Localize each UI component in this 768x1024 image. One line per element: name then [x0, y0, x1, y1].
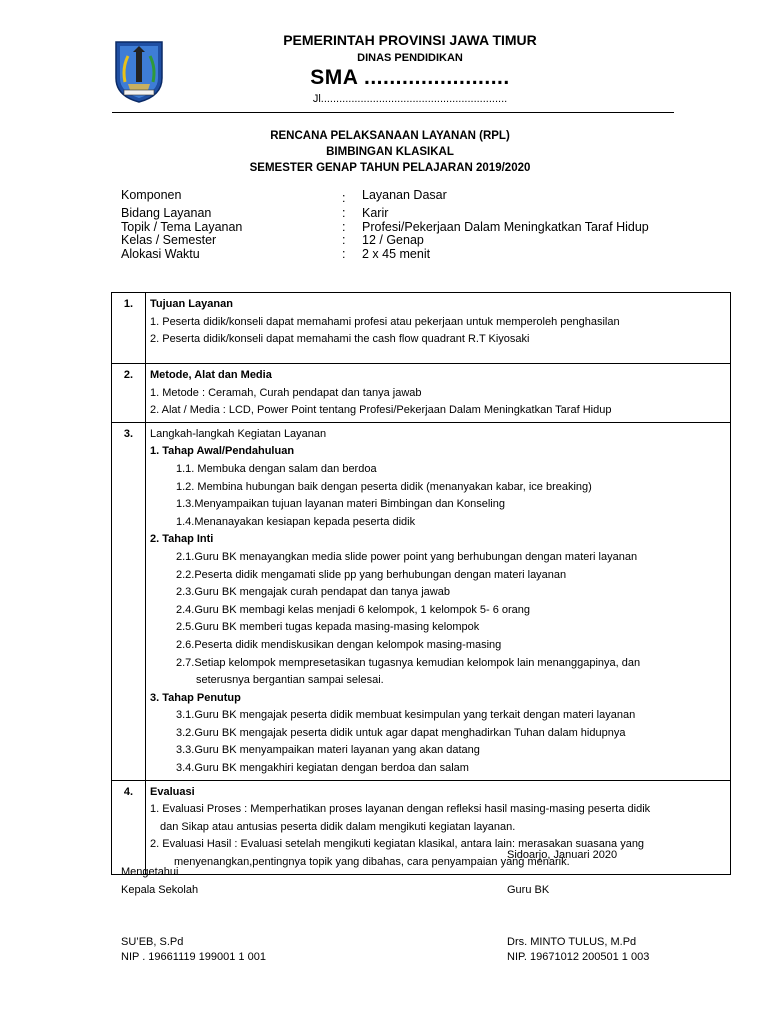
section-heading: 1. Tahap Awal/Pendahuluan: [150, 445, 295, 458]
header-school: SMA .......................: [310, 66, 510, 89]
section-line: 1. Metode : Ceramah, Curah pendapat dan tanya jawab: [150, 386, 422, 399]
section-number: 1.: [112, 293, 146, 364]
place-date: Sidoarjo, Januari 2020: [507, 849, 618, 861]
section-line: 2.1.Guru BK menayangkan media slide power point yang berhubungan dengan materi layanan: [176, 550, 638, 563]
counselor-name: Drs. MINTO TULUS, M.Pd: [507, 936, 637, 948]
info-key: Komponen: [121, 188, 182, 202]
section-line: Langkah-langkah Kegiatan Layanan: [150, 427, 327, 440]
section-line: 1.1. Membuka dengan salam dan berdoa: [176, 462, 377, 475]
section-line: 2. Alat / Media : LCD, Power Point tentang Profesi/Pekerjaan Dalam Meningkatkan Taraf Hidup: [150, 404, 612, 417]
info-value: Karir: [362, 206, 389, 220]
table-row: [112, 780, 731, 874]
section-line: 3.4.Guru BK mengakhiri kegiatan dengan berdoa dan salam: [176, 762, 469, 775]
section-line: seterusnya bergantian sampai selesai.: [196, 674, 384, 687]
section-line: menyenangkan,pentingnya topik yang dibahas, cara penyampaian yang menarik.: [174, 856, 570, 869]
info-key: Bidang Layanan: [121, 206, 212, 220]
section-line: 2.7.Setiap kelompok mempresetasikan tugasnya kemudian kelompok lain menanggapinya, dan: [176, 656, 641, 669]
section-content: [146, 364, 731, 423]
section-line: 3.1.Guru BK mengajak peserta didik membuat kesimpulan yang terkait dengan materi layanan: [176, 709, 636, 722]
section-heading: 2. Tahap Inti: [150, 533, 214, 546]
principal-label: Kepala Sekolah: [121, 884, 199, 896]
info-value: Profesi/Pekerjaan Dalam Meningkatkan Taraf Hidup: [362, 220, 649, 234]
section-content: [146, 293, 731, 364]
section-line: 1.2. Membina hubungan baik dengan peserta didik (menanyakan kabar, ice breaking): [176, 480, 592, 493]
section-line: dan Sikap atau antusias peserta didik dalam mengikuti kegiatan layanan.: [160, 820, 516, 833]
info-value: 12 / Genap: [362, 233, 424, 247]
counselor-nip: NIP. 19671012 200501 1 003: [507, 951, 650, 963]
header-department: DINAS PENDIDIKAN: [357, 52, 463, 64]
table-row: [112, 293, 731, 364]
header-province: PEMERINTAH PROVINSI JAWA TIMUR: [283, 32, 537, 48]
section-line: 2.6.Peserta didik mendiskusikan dengan kelompok masing-masing: [176, 638, 502, 651]
section-heading: Metode, Alat dan Media: [150, 369, 272, 381]
principal-nip: NIP . 19661119 199001 1 001: [121, 951, 266, 963]
doc-title-bimbingan: BIMBINGAN KLASIKAL: [326, 146, 454, 158]
header-address: Jl.............................................................: [312, 93, 508, 105]
counselor-label: Guru BK: [507, 884, 550, 896]
info-colon: :: [342, 233, 346, 247]
principal-name: SU’EB, S.Pd: [121, 936, 184, 948]
section-line: 2. Peserta didik/konseli dapat memahami the cash flow quadrant R.T Kiyosaki: [150, 333, 530, 346]
section-heading: 3. Tahap Penutup: [150, 691, 241, 704]
section-line: 2. Evaluasi Hasil : Evaluasi setelah mengikuti kegiatan klasikal, antara lain: merasakan suasana yang: [150, 838, 645, 851]
info-key: Alokasi Waktu: [121, 247, 200, 261]
info-value: 2 x 45 menit: [362, 247, 431, 261]
section-heading: Tujuan Layanan: [150, 298, 233, 310]
section-line: 1. Evaluasi Proses : Memperhatikan proses layanan dengan refleksi hasil masing-masing peserta didik: [150, 803, 651, 816]
section-line: 2.5.Guru BK memberi tugas kepada masing-masing kelompok: [176, 621, 480, 634]
section-line: 1.4.Menanayakan kesiapan kepada peserta didik: [176, 515, 416, 528]
info-colon: :: [342, 206, 346, 220]
acknowledged-label: Mengetahui: [121, 866, 179, 878]
rpl-table: [111, 292, 731, 875]
section-line: 1. Peserta didik/konseli dapat memahami profesi atau pekerjaan untuk memperoleh penghasilan: [150, 315, 620, 328]
section-number: 3.: [112, 422, 146, 780]
section-line: 3.2.Guru BK mengajak peserta didik untuk agar dapat menghadirkan Tuhan dalam hidupnya: [176, 726, 626, 739]
section-content: [146, 422, 731, 780]
header-divider: [112, 112, 674, 113]
table-row: [112, 364, 731, 423]
info-colon: :: [342, 191, 346, 205]
section-number: 4.: [112, 780, 146, 874]
info-key: Kelas / Semester: [121, 233, 217, 247]
info-key: Topik / Tema Layanan: [121, 220, 243, 234]
section-line: 2.4.Guru BK membagi kelas menjadi 6 kelompok, 1 kelompok 5- 6 orang: [176, 603, 531, 616]
info-colon: :: [342, 247, 346, 261]
doc-title-rpl: RENCANA PELAKSANAAN LAYANAN (RPL): [270, 130, 510, 142]
info-value: Layanan Dasar: [362, 188, 447, 202]
info-colon: :: [342, 220, 346, 234]
section-line: 3.3.Guru BK menyampaikan materi layanan yang akan datang: [176, 744, 480, 757]
section-heading: Evaluasi: [150, 785, 195, 798]
table-row: [112, 422, 731, 780]
section-number: 2.: [112, 364, 146, 423]
doc-title-semester: SEMESTER GENAP TAHUN PELAJARAN 2019/2020: [249, 162, 531, 174]
section-line: 1.3.Menyampaikan tujuan layanan materi Bimbingan dan Konseling: [176, 498, 505, 511]
section-line: 2.3.Guru BK mengajak curah pendapat dan tanya jawab: [176, 586, 450, 599]
section-line: 2.2.Peserta didik mengamati slide pp yang berhubungan dengan materi layanan: [176, 568, 567, 581]
section-content: [146, 780, 731, 874]
